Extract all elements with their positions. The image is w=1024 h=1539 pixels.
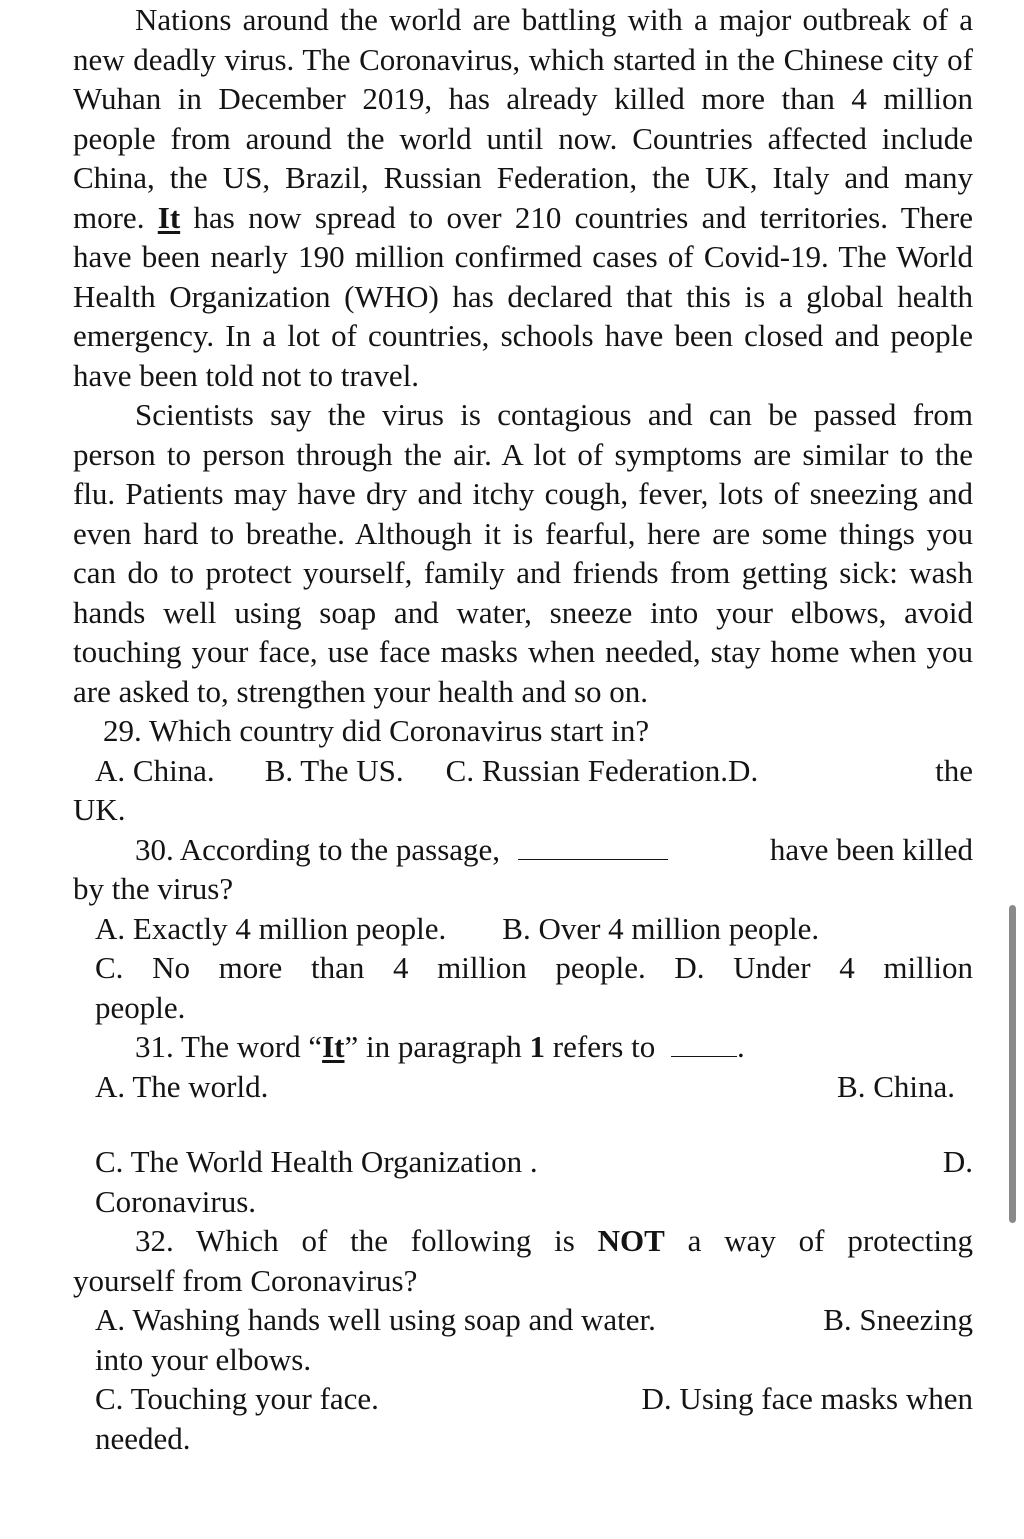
q30-answer-blank [518, 833, 668, 860]
question-30-stem [73, 830, 973, 870]
q29-option-b: B. The US. [264, 752, 404, 788]
q31-option-c: C. The World Health Organization . [95, 1144, 538, 1179]
q31-option-a: A. The world. [95, 1068, 269, 1104]
question-30-options-ab [73, 909, 973, 949]
q30-stem-c: by the virus? [73, 871, 234, 906]
q32-option-a: A. Washing hands well using soap and water. [95, 1302, 656, 1337]
document-page [73, 0, 973, 1458]
q31-option-b: B. China. [837, 1068, 955, 1104]
question-32-options-cd [73, 1379, 973, 1419]
q30-option-cd: C. No more than 4 million people. D. Under 4 million [95, 950, 973, 985]
q31-stem-end: . [736, 1029, 745, 1064]
q31-spacer [73, 1106, 973, 1142]
q32-stem-b: a way of protecting [664, 1223, 973, 1258]
q31-option-d-wrap: Coronavirus. [95, 1183, 257, 1219]
q32-option-d-wrap: needed. [95, 1420, 191, 1456]
q31-answer-blank [671, 1030, 737, 1057]
vertical-scrollbar[interactable] [1009, 905, 1016, 1223]
question-31-stem [73, 1027, 973, 1067]
q29-option-d: the [935, 752, 973, 788]
q30-option-d-wrap: people. [95, 989, 186, 1025]
q32-not-bold: NOT [597, 1223, 665, 1258]
question-29-stem: 29. Which country did Coronavirus start in? [103, 713, 650, 748]
q32-option-b-wrap: into your elbows. [95, 1341, 312, 1377]
q30-option-b: B. Over 4 million people. [502, 910, 820, 946]
q30-option-a: A. Exactly 4 million people. [95, 910, 447, 946]
q31-stem-b: ” in paragraph [344, 1029, 530, 1064]
q31-it-underlined: It [322, 1029, 345, 1064]
q31-stem-a: 31. The word “ [135, 1029, 323, 1064]
q32-stem-a: 32. Which of the following is [135, 1223, 598, 1258]
paragraph-1 [73, 0, 973, 395]
q32-stem-c: yourself from Coronavirus? [73, 1262, 418, 1298]
question-32-options-ab [73, 1300, 973, 1340]
paragraph-2: Scientists say the virus is contagious and can be passed from person to person through the air. A lot of symptoms are similar to the flu. Patients may have dry and itchy cough, fever, lots of sneezing and even hard to breathe. Although it is fearful, here are some things you can do to protect yourself, family and friends from getting sick: wash hands well using soap and water, sneeze into your elbows, avoid touching your face, use face masks when needed, stay home when you are asked to, strengthen your health and so on. [73, 397, 973, 709]
q29-option-a: A. China. [95, 752, 215, 788]
question-29-options [73, 751, 973, 791]
q29-option-c: C. Russian Federation.D. [445, 752, 759, 788]
question-32-stem [73, 1221, 973, 1261]
question-31-options-ab [73, 1067, 973, 1107]
question-31-options-cd [73, 1142, 973, 1182]
q31-stem-c: refers to [545, 1029, 656, 1064]
q31-paragraph-number: 1 [529, 1029, 546, 1064]
q30-stem-b: have been killed [769, 831, 973, 867]
q29-option-d-wrap: UK. [73, 792, 126, 827]
q31-option-d: D. [942, 1144, 973, 1179]
q32-option-c: C. Touching your face. [95, 1381, 379, 1416]
paragraph-1-text-a: Nations around the world are battling with a major outbreak of a new deadly virus. The Coronavirus, which started in the Chinese city of Wuhan in December 2019, has already killed more than 4 million people from around the world until now. Countries affected include China, the US, Brazil, Russian Federation, the UK, Italy and many more. [73, 2, 973, 235]
q30-stem-a: 30. According to the passage, [135, 831, 501, 867]
q32-option-b: B. Sneezing [823, 1302, 973, 1337]
paragraph-1-text-b: has now spread to over 210 countries and territories. There have been nearly 190 million confirmed cases of Covid-19. The World Health Organization (WHO) has declared that this is a global health emergency. In a lot of countries, schools have been closed and people have been told not to travel. [73, 199, 973, 393]
q32-option-d: D. Using face masks when [641, 1381, 973, 1416]
paragraph-1-it-underlined: It [157, 199, 181, 235]
